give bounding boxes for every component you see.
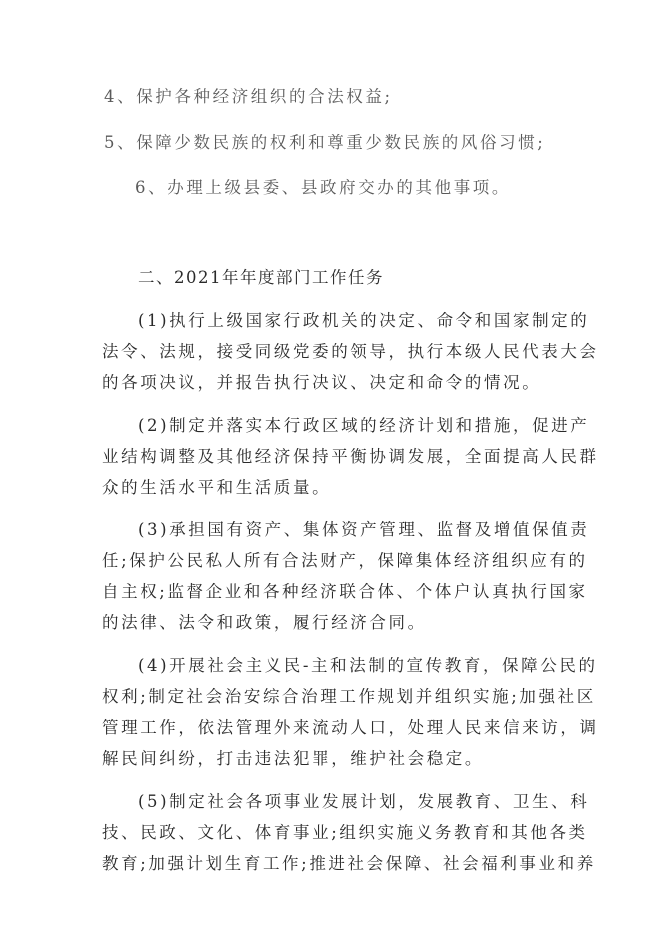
paragraph-line: 教育;加强计划生育工作;推进社会保障、社会福利事业和养 bbox=[102, 854, 596, 873]
paragraph-line: (3)承担国有资产、集体资产管理、监督及增值保值责 bbox=[138, 520, 590, 539]
paragraph-line: (2)制定并落实本行政区域的经济计划和措施，促进产 bbox=[138, 416, 590, 435]
paragraph-line: 管理工作，依法管理外来流动人口，处理人民来信来访，调 bbox=[102, 718, 599, 737]
paragraph-line: 任;保护公民私人所有合法财产，保障集体经济组织应有的 bbox=[102, 551, 588, 570]
paragraph-line: 的法律、法令和政策，履行经济合同。 bbox=[102, 613, 427, 632]
paragraph-line: 众的生活水平和生活质量。 bbox=[102, 478, 332, 497]
list-item-4: 4、保护各种经济组织的合法权益; bbox=[104, 87, 393, 106]
paragraph-line: 的各项决议，并报告执行决议、决定和命令的情况。 bbox=[102, 373, 542, 392]
paragraph-line: (5)制定社会各项事业发展计划，发展教育、卫生、科 bbox=[138, 792, 590, 811]
list-item-5: 5、保障少数民族的权利和尊重少数民族的风俗习惯; bbox=[104, 133, 546, 152]
paragraph-line: 解民间纠纷，打击违法犯罪，维护社会稳定。 bbox=[102, 749, 484, 768]
paragraph-line: (1)执行上级国家行政机关的决定、命令和国家制定的 bbox=[138, 311, 590, 330]
section-heading: 二、2021年年度部门工作任务 bbox=[138, 268, 384, 287]
paragraph-line: 业结构调整及其他经济保持平衡协调发展，全面提高人民群 bbox=[102, 447, 599, 466]
list-item-6: 6、办理上级县委、县政府交办的其他事项。 bbox=[135, 178, 511, 197]
paragraph-line: 法令、法规，接受同级党委的领导，执行本级人民代表大会 bbox=[102, 342, 599, 361]
paragraph-line: 自主权;监督企业和各种经济联合体、个体户认真执行国家 bbox=[102, 582, 588, 601]
paragraph-line: (4)开展社会主义民-主和法制的宣传教育，保障公民的 bbox=[138, 656, 598, 675]
paragraph-line: 技、民政、文化、体育事业;组织实施义务教育和其他各类 bbox=[102, 823, 588, 842]
paragraph-line: 权利;制定社会治安综合治理工作规划并组织实施;加强社区 bbox=[102, 687, 596, 706]
